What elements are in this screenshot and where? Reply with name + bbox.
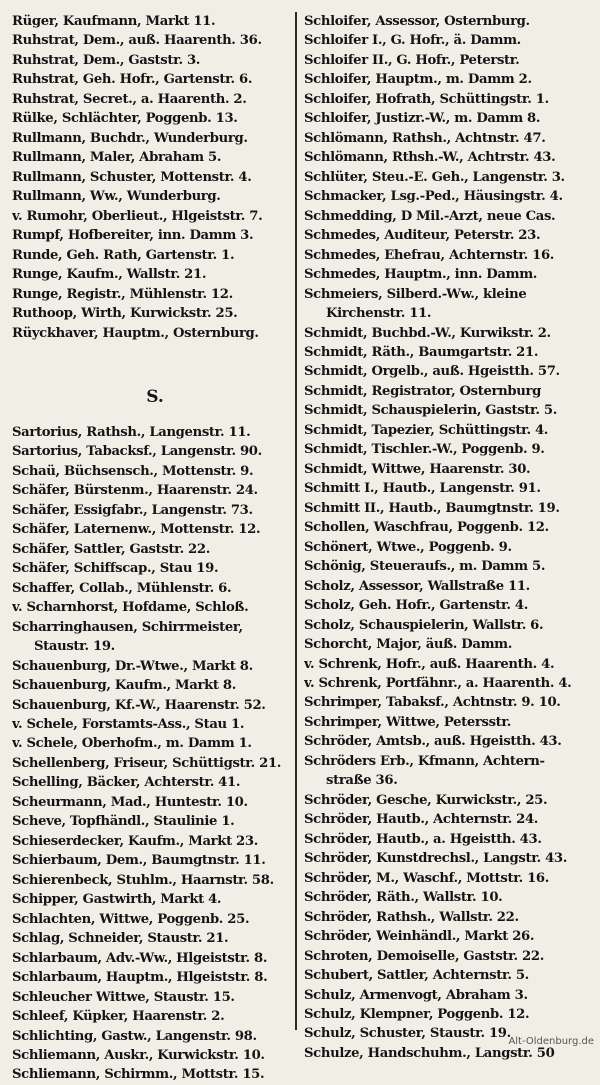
- directory-entry: Ruhstrat, Dem., auß. Haarenth. 36.: [12, 33, 262, 49]
- directory-entry: Schliemann, Schirmm., Mottstr. 15.: [12, 1067, 265, 1083]
- directory-entry: Schloifer, Hauptm., m. Damm 2.: [304, 72, 532, 88]
- directory-entry: v. Scharnhorst, Hofdame, Schloß.: [12, 600, 249, 616]
- directory-entry: Schieserdecker, Kaufm., Markt 23.: [12, 833, 258, 849]
- directory-entry: Schmidt, Buchbd.-W., Kurwikstr. 2.: [304, 325, 551, 341]
- directory-entry: Schröder, Hautb., Achternstr. 24.: [304, 812, 539, 828]
- directory-entry: Schröder, Rathsh., Wallstr. 22.: [304, 909, 519, 925]
- directory-entry: v. Schrenk, Hofr., auß. Haarenth. 4.: [304, 656, 555, 672]
- directory-entry: Schaffer, Collab., Mühlenstr. 6.: [12, 580, 232, 596]
- directory-entry: Schleucher Wittwe, Staustr. 15.: [12, 989, 235, 1005]
- directory-entry: Schröder, Weinhändl., Markt 26.: [304, 929, 535, 945]
- directory-entry: Ruhstrat, Secret., a. Haarenth. 2.: [12, 91, 247, 107]
- directory-entry: Schulz, Armenvogt, Abraham 3.: [304, 987, 528, 1003]
- directory-entry: Ruhstrat, Dem., Gaststr. 3.: [12, 52, 201, 68]
- directory-entry: Schierenbeck, Stuhlm., Haarnstr. 58.: [12, 872, 274, 888]
- directory-entry: Runge, Registr., Mühlenstr. 12.: [12, 286, 233, 302]
- directory-entry: Schulze, Handschuhm., Langstr. 50: [304, 1045, 555, 1061]
- entry-list-right-3: [304, 791, 590, 1064]
- directory-entry: Schloifer I., G. Hofr., ä. Damm.: [304, 33, 521, 49]
- directory-entry: Schmedes, Ehefrau, Achternstr. 16.: [304, 247, 555, 263]
- directory-entry: Schönig, Steueraufs., m. Damm 5.: [304, 559, 546, 575]
- right-column: [304, 12, 590, 1063]
- directory-entry: Schröder, Räth., Wallstr. 10.: [304, 890, 503, 906]
- directory-entry: Rüyckhaver, Hauptm., Osternburg.: [12, 325, 259, 341]
- directory-entry: Schäfer, Bürstenm., Haarenstr. 24.: [12, 483, 258, 499]
- directory-entry: Schulz, Klempner, Poggenb. 12.: [304, 1006, 530, 1022]
- directory-entry: Schloifer II., G. Hofr., Peterstr.: [304, 52, 520, 68]
- directory-entry: Schönert, Wtwe., Poggenb. 9.: [304, 539, 512, 555]
- directory-entry: v. Schrenk, Portfähnr., a. Haarenth. 4.: [304, 675, 572, 691]
- directory-entry: Schollen, Waschfrau, Poggenb. 12.: [304, 520, 549, 536]
- directory-entry: Schmedes, Auditeur, Peterstr. 23.: [304, 228, 541, 244]
- directory-entry: Schäfer, Essigfabr., Langenstr. 73.: [12, 502, 253, 518]
- directory-entry: Runde, Geh. Rath, Gartenstr. 1.: [12, 247, 235, 263]
- directory-entry: Schlag, Schneider, Staustr. 21.: [12, 931, 229, 947]
- directory-entry: Scholz, Schauspielerin, Wallstr. 6.: [304, 617, 544, 633]
- directory-entry: Sartorius, Rathsh., Langenstr. 11.: [12, 424, 251, 440]
- directory-entry: Schaü, Büchsensch., Mottenstr. 9.: [12, 463, 254, 479]
- section-spacer: [12, 343, 298, 385]
- directory-entry: Schmidt, Registrator, Osternburg: [304, 383, 541, 399]
- directory-entry: Schelling, Bäcker, Achterstr. 41.: [12, 775, 241, 791]
- directory-entry: Schmedes, Hauptm., inn. Damm.: [304, 267, 538, 283]
- directory-entry: Schmidt, Tapezier, Schüttingstr. 4.: [304, 422, 549, 438]
- directory-entry: Schröder, Kunstdrechsl., Langstr. 43.: [304, 851, 567, 867]
- directory-entry: Rullmann, Schuster, Mottenstr. 4.: [12, 169, 252, 185]
- directory-entry: v. Schele, Forstamts-Ass., Stau 1.: [12, 717, 245, 732]
- directory-entry: Scholz, Geh. Hofr., Gartenstr. 4.: [304, 598, 528, 614]
- entry-list-right-2: [304, 324, 590, 752]
- directory-entry: Schlarbaum, Hauptm., Hlgeiststr. 8.: [12, 970, 268, 986]
- entry-continuation: straße 36.: [326, 773, 398, 789]
- entry-list-r: [12, 12, 298, 343]
- directory-entry: Rullmann, Maler, Abraham 5.: [12, 150, 222, 166]
- directory-entry: [304, 752, 590, 791]
- directory-entry: Schäfer, Sattler, Gaststr. 22.: [12, 541, 210, 557]
- directory-entry: Schauenburg, Kaufm., Markt 8.: [12, 678, 236, 694]
- directory-entry: Schliemann, Auskr., Kurwickstr. 10.: [12, 1047, 265, 1063]
- directory-entry: Rülke, Schlächter, Poggenb. 13.: [12, 111, 238, 127]
- directory-entry: Schulz, Schuster, Staustr. 19.: [304, 1026, 511, 1042]
- directory-entry: Scheve, Topfhändl., Staulinie 1.: [12, 814, 235, 830]
- directory-entry: Schrimper, Tabaksf., Achtnstr. 9. 10.: [304, 695, 561, 711]
- directory-entry: Schierbaum, Dem., Baumgtnstr. 11.: [12, 853, 266, 869]
- left-column: [12, 12, 298, 1085]
- directory-entry: Schmidt, Schauspielerin, Gaststr. 5.: [304, 403, 557, 419]
- directory-entry: Schäfer, Schiffscap., Stau 19.: [12, 561, 219, 577]
- directory-entry: Schlachten, Wittwe, Poggenb. 25.: [12, 911, 250, 927]
- directory-entry: Schmidt, Wittwe, Haarenstr. 30.: [304, 461, 531, 477]
- directory-entry: Schorcht, Major, äuß. Damm.: [304, 637, 513, 653]
- entry-continuation: Kirchenstr. 11.: [326, 306, 432, 322]
- directory-entry: Schloifer, Justizr.-W., m. Damm 8.: [304, 111, 541, 127]
- directory-entry: Schubert, Sattler, Achternstr. 5.: [304, 968, 529, 984]
- entry-line: Schmeiers, Silberd.-Ww., kleine: [304, 286, 527, 302]
- directory-entry: Sartorius, Tabacksf., Langenstr. 90.: [12, 444, 262, 460]
- directory-entry: Schröder, Gesche, Kurwickstr., 25.: [304, 792, 548, 808]
- directory-entry: Schmitt II., Hautb., Baumgtnstr. 19.: [304, 500, 560, 516]
- column-divider: [295, 12, 297, 1030]
- directory-entry: Rüger, Kaufmann, Markt 11.: [12, 14, 216, 29]
- directory-entry: Schmidt, Orgelb., auß. Hgeistth. 57.: [304, 364, 560, 380]
- directory-entry: Schröder, Amtsb., auß. Hgeistth. 43.: [304, 734, 562, 750]
- directory-entry: Schellenberg, Friseur, Schüttigstr. 21.: [12, 755, 282, 771]
- directory-entry: Schlömann, Rathsh., Achtnstr. 47.: [304, 130, 546, 146]
- directory-entry: Schlarbaum, Adv.-Ww., Hlgeiststr. 8.: [12, 950, 268, 966]
- directory-entry: Schlüter, Steu.-E. Geh., Langenstr. 3.: [304, 169, 565, 185]
- directory-entry: Schleef, Küpker, Haarenstr. 2.: [12, 1009, 225, 1025]
- directory-entry: Schloifer, Assessor, Osternburg.: [304, 14, 530, 29]
- directory-entry: Scharringhausen, Schirrmeister,: [12, 619, 243, 635]
- directory-entry: Runge, Kaufm., Wallstr. 21.: [12, 267, 207, 283]
- entry-list-s: [12, 423, 298, 1085]
- directory-entry: Schlichting, Gastw., Langenstr. 98.: [12, 1028, 257, 1044]
- directory-entry: v. Rumohr, Oberlieut., Hlgeiststr. 7.: [12, 208, 263, 224]
- directory-entry: Rullmann, Ww., Wunderburg.: [12, 189, 221, 205]
- directory-entry: Schäfer, Laternenw., Mottenstr. 12.: [12, 522, 261, 538]
- directory-entry: Schroten, Demoiselle, Gaststr. 22.: [304, 948, 544, 964]
- directory-entry: Ruthoop, Wirth, Kurwickstr. 25.: [12, 306, 238, 322]
- directory-entry: Staustr. 19.: [34, 639, 115, 655]
- directory-entry: Schröder, M., Waschf., Mottstr. 16.: [304, 870, 549, 886]
- directory-entry: Schloifer, Hofrath, Schüttingstr. 1.: [304, 91, 549, 107]
- directory-entry: Scheurmann, Mad., Huntestr. 10.: [12, 794, 248, 810]
- directory-entry: Schmacker, Lsg.-Ped., Häusingstr. 4.: [304, 189, 563, 205]
- directory-entry: Schrimper, Wittwe, Petersstr.: [304, 714, 512, 730]
- directory-entry: Ruhstrat, Geh. Hofr., Gartenstr. 6.: [12, 72, 253, 88]
- directory-entry: Schmidt, Räth., Baumgartstr. 21.: [304, 345, 539, 360]
- directory-entry: v. Schele, Oberhofm., m. Damm 1.: [12, 736, 252, 752]
- directory-entry: Schmedding, D Mil.-Arzt, neue Cas.: [304, 208, 556, 224]
- directory-entry: Rullmann, Buchdr., Wunderburg.: [12, 130, 248, 146]
- entry-list-right-1: [304, 12, 590, 285]
- directory-entry: Schipper, Gastwirth, Markt 4.: [12, 892, 222, 908]
- entry-line: Schröders Erb., Kfmann, Achtern-: [304, 753, 545, 769]
- directory-entry: Rumpf, Hofbereiter, inn. Damm 3.: [12, 228, 254, 244]
- directory-entry: [304, 285, 590, 324]
- directory-entry: Schmidt, Tischler.-W., Poggenb. 9.: [304, 442, 545, 458]
- directory-entry: Schlömann, Rthsh.-W., Achtrstr. 43.: [304, 150, 556, 166]
- directory-entry: Schmitt I., Hautb., Langenstr. 91.: [304, 481, 541, 497]
- watermark: Alt-Oldenburg.de: [508, 1036, 594, 1047]
- directory-entry: Scholz, Assessor, Wallstraße 11.: [304, 578, 530, 594]
- directory-entry: Schauenburg, Kf.-W., Haarenstr. 52.: [12, 697, 266, 713]
- directory-entry: Schauenburg, Dr.-Wtwe., Markt 8.: [12, 658, 253, 674]
- section-heading-s: S.: [146, 386, 164, 407]
- directory-entry: Schröder, Hautb., a. Hgeistth. 43.: [304, 831, 542, 847]
